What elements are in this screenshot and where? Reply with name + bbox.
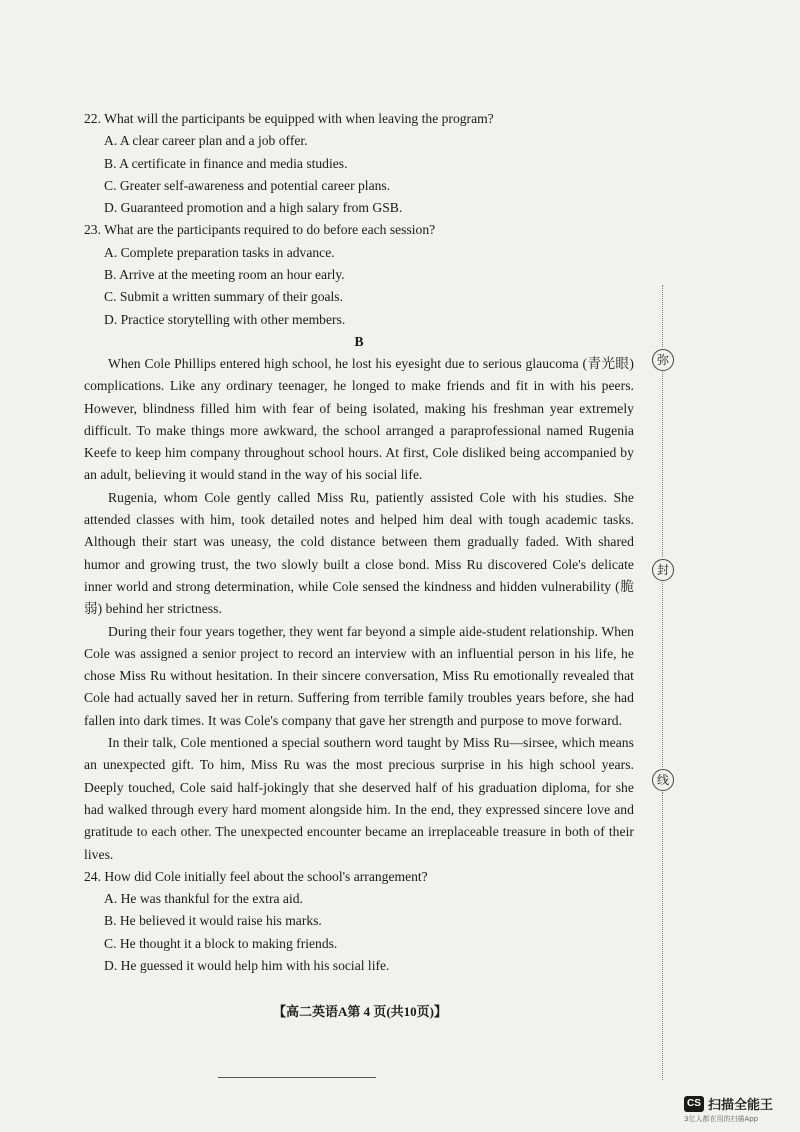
binding-line-segment xyxy=(662,792,663,1080)
page-footer: 【高二英语A第 4 页(共10页)】 xyxy=(272,1004,448,1019)
reading-passage xyxy=(84,353,634,866)
passage-paragraph-3: During their four years together, they went far beyond a simple aide-student relationship. When Cole was assigned a senior project to record an interview with an influential person in his life, he chose Miss Ru without hesitation. In their sincere conversation, Miss Ru emotionally revealed that Cole had actually saved her in return. Suffering from terrible family troubles years before, she had fallen into dark times. It was Cole's company that gave her strength and purpose to move forward. xyxy=(84,623,634,728)
scanner-watermark xyxy=(684,1094,773,1113)
question-24-option-b: B. He believed it would raise his marks. xyxy=(104,913,322,929)
question-23-option-d: D. Practice storytelling with other members. xyxy=(104,311,346,327)
question-22 xyxy=(84,108,634,219)
binding-mark-xian: 线 xyxy=(652,769,674,791)
question-22-option-c: C. Greater self-awareness and potential career plans. xyxy=(104,177,391,193)
scanner-tagline: 3亿人都在用的扫描App xyxy=(684,1115,759,1123)
binding-mark-mi: 弥 xyxy=(652,349,674,371)
question-23-stem: 23. What are the participants required to do before each session? xyxy=(84,222,436,238)
binding-line-segment xyxy=(662,285,663,347)
binding-line-segment xyxy=(662,372,663,557)
footer-rule xyxy=(218,1077,376,1078)
question-24-option-a: A. He was thankful for the extra aid. xyxy=(104,891,303,907)
question-22-option-b: B. A certificate in finance and media studies. xyxy=(104,155,348,171)
question-22-stem: 22. What will the participants be equipped with when leaving the program? xyxy=(84,111,494,126)
binding-mark-feng: 封 xyxy=(652,559,674,581)
question-22-option-a: A. A clear career plan and a job offer. xyxy=(104,133,308,149)
question-22-option-d: D. Guaranteed promotion and a high salary from GSB. xyxy=(104,200,403,216)
scanner-logo-icon: CS xyxy=(684,1096,704,1112)
section-heading: B xyxy=(354,333,364,349)
question-23-option-b: B. Arrive at the meeting room an hour early. xyxy=(104,267,345,283)
question-23 xyxy=(84,219,634,330)
passage-paragraph-1: When Cole Phillips entered high school, he lost his eyesight due to serious glaucoma (青光眼) complications. Like any ordinary teenager, he longed to make friends and fit in with his peers. However, blindness filled him with fear of being isolated, making his freshman year extremely difficult. To make things more awkward, the school arranged a paraprofessional named Rugenia Keefe to keep him company throughout school hours. At first, Cole disliked being accompanied by an adult, believing it would stand in the way of his social life. xyxy=(84,355,634,483)
question-24 xyxy=(84,866,634,977)
question-24-option-c: C. He thought it a block to making friends. xyxy=(104,935,338,951)
scanner-app-name: 扫描全能王 xyxy=(708,1098,774,1113)
page-content xyxy=(84,108,634,977)
passage-paragraph-4: In their talk, Cole mentioned a special southern word taught by Miss Ru—sirsee, which means an unexpected gift. To him, Miss Ru was the most precious surprise in his high school years. Deeply touched, Cole said half-jokingly that she deserved half of his graduation diploma, for she had walked through every hard moment alongside him. In the end, they expressed sincere love and gratitude to each other. The unexpected encounter became an irreplaceable treasure in both of their lives. xyxy=(84,735,634,862)
binding-line-segment xyxy=(662,582,663,767)
question-23-option-c: C. Submit a written summary of their goals. xyxy=(104,289,343,305)
question-24-option-d: D. He guessed it would help him with his social life. xyxy=(104,957,390,973)
question-23-option-a: A. Complete preparation tasks in advance. xyxy=(104,244,335,260)
question-24-stem: 24. How did Cole initially feel about the school's arrangement? xyxy=(84,868,428,884)
passage-paragraph-2: Rugenia, whom Cole gently called Miss Ru, patiently assisted Cole with his studies. She attended classes with him, took detailed notes and helped him deal with tough academic tasks. Although their start was uneasy, the cold distance between them gradually faded. With shared humor and growing trust, the two slowly built a close bond. Miss Ru discovered Cole's delicate inner world and strong determination, while Cole sensed the kindness and hidden vulnerability (脆弱) behind her strictness. xyxy=(84,489,634,617)
